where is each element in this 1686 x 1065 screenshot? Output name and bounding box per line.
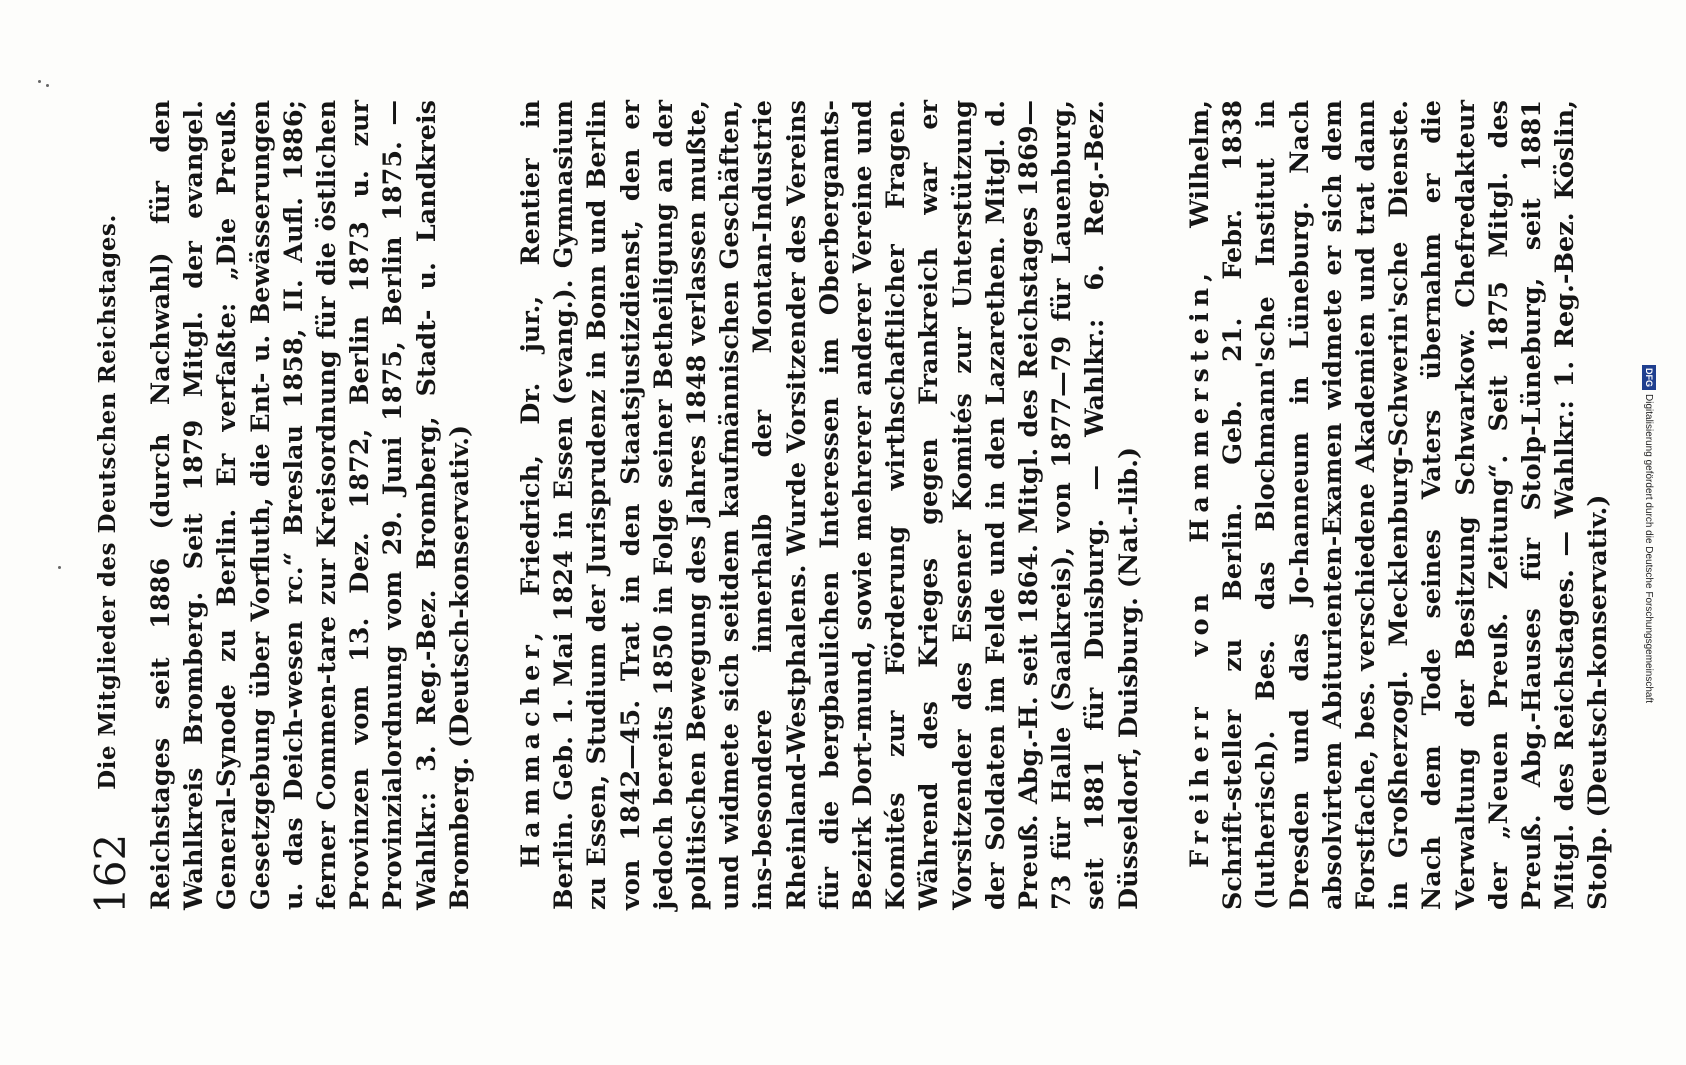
- speck: [58, 566, 61, 569]
- entry-hammacher: [515, 100, 1146, 910]
- page-number: 162: [86, 833, 135, 914]
- running-title: Die Mitglieder des Deutschen Reichstages.: [94, 214, 121, 790]
- page-body: [145, 100, 1654, 910]
- paragraph-continuation: [145, 100, 477, 910]
- speck: [46, 84, 49, 87]
- stamp-text: Digitalisierung gefördert durch die Deutsche Forschungsgemeinschaft: [1643, 394, 1654, 704]
- entry-name: Hammacher,: [516, 626, 547, 868]
- dfg-logo: DFG: [1642, 365, 1656, 390]
- entry-name: Freiherr von Hammerstein,: [1184, 267, 1215, 868]
- entry-hammerstein: [1184, 100, 1616, 910]
- speck: [38, 80, 41, 83]
- paragraph-text: Reichstages seit 1886 (durch Nachwahl) für den Wahlkreis Bromberg. Seit 1879 Mitgl. der evangel. General-Synode zu Berlin. Er verfaßte: „Die Preuß. Gesetzgebung über Vorfluth, die Ent- u. Bewässerungen u. das Deich-wesen rc.“ Breslau 1858, II. Aufl. 1886; ferner Commen-tare zur Kreisordnung für die östlichen Provinzen vom 13. Dez. 1872, Berlin 1873 u. zur Provinzialordnung vom 29. Juni 1875, Berlin 1875. — Wahlkr.: 3. Reg.-Bez. Bromberg, Stadt- u. Landkreis Bromberg. (Deutsch-konservativ.): [146, 100, 475, 910]
- page-header: [86, 82, 136, 922]
- entry-text: Friedrich, Dr. jur., Rentier in Berlin. Geb. 1. Mai 1824 in Essen (evang.). Gymnasium zu Essen, Studium der Jurisprudenz in Bonn und Berlin von 1842—45. Trat in den Staatsjustizdienst, den er jedoch bereits 1850 in Folge seiner Betheiligung an der politischen Bewegung des Jahres 1848 verlassen mußte, und widmete sich seitdem kaufmännischen Geschäften, ins-besondere innerhalb der Montan-Industrie Rheinland-Westphalens. Wurde Vorsitzender des Vereins für die bergbaulichen Interessen im Oberbergamts-Bezirk Dort-mund, sowie mehrerer anderer Vereine und Komités zur Förderung wirthschaftlicher Fragen. Während des Krieges gegen Frankreich war er Vorsitzender des Essener Komités zur Unterstützung der Soldaten im Felde und in den Lazarethen. Mitgl. d. Preuß. Abg.-H. seit 1864. Mitgl. des Reichstages 1869—73 für Halle (Saalkreis), von 1877—79 für Lauenburg, seit 1881 für Duisburg. — Wahlkr.: 6. Reg.-Bez. Düsseldorf, Duisburg. (Nat.-lib.): [516, 100, 1144, 910]
- entry-text: Wilhelm, Schrift-steller zu Berlin. Geb. 21. Febr. 1838 (lutherisch). Bes. das Blochmann'sche Institut in Dresden und das Jo-hanneum in Lüneburg. Nach absolvirtem Abiturienten-Examen widmete er sich dem Forstfache, bes. verschiedene Akademien und trat dann in Großherzogl. Mecklenburg-Schwerin'sche Dienste. Nach dem Tode seines Vaters übernahm er die Verwaltung der Besitzung Schwarkow. Chefredakteur der „Neuen Preuß. Zeitung“. Seit 1875 Mitgl. des Preuß. Abg.-Hauses für Stolp-Lüneburg, seit 1881 Mitgl. des Reichstages. — Wahlkr.: 1. Reg.-Bez. Köslin, Stolp. (Deutsch-konservativ.): [1184, 100, 1614, 910]
- digitization-stamp: [1643, 0, 1678, 1000]
